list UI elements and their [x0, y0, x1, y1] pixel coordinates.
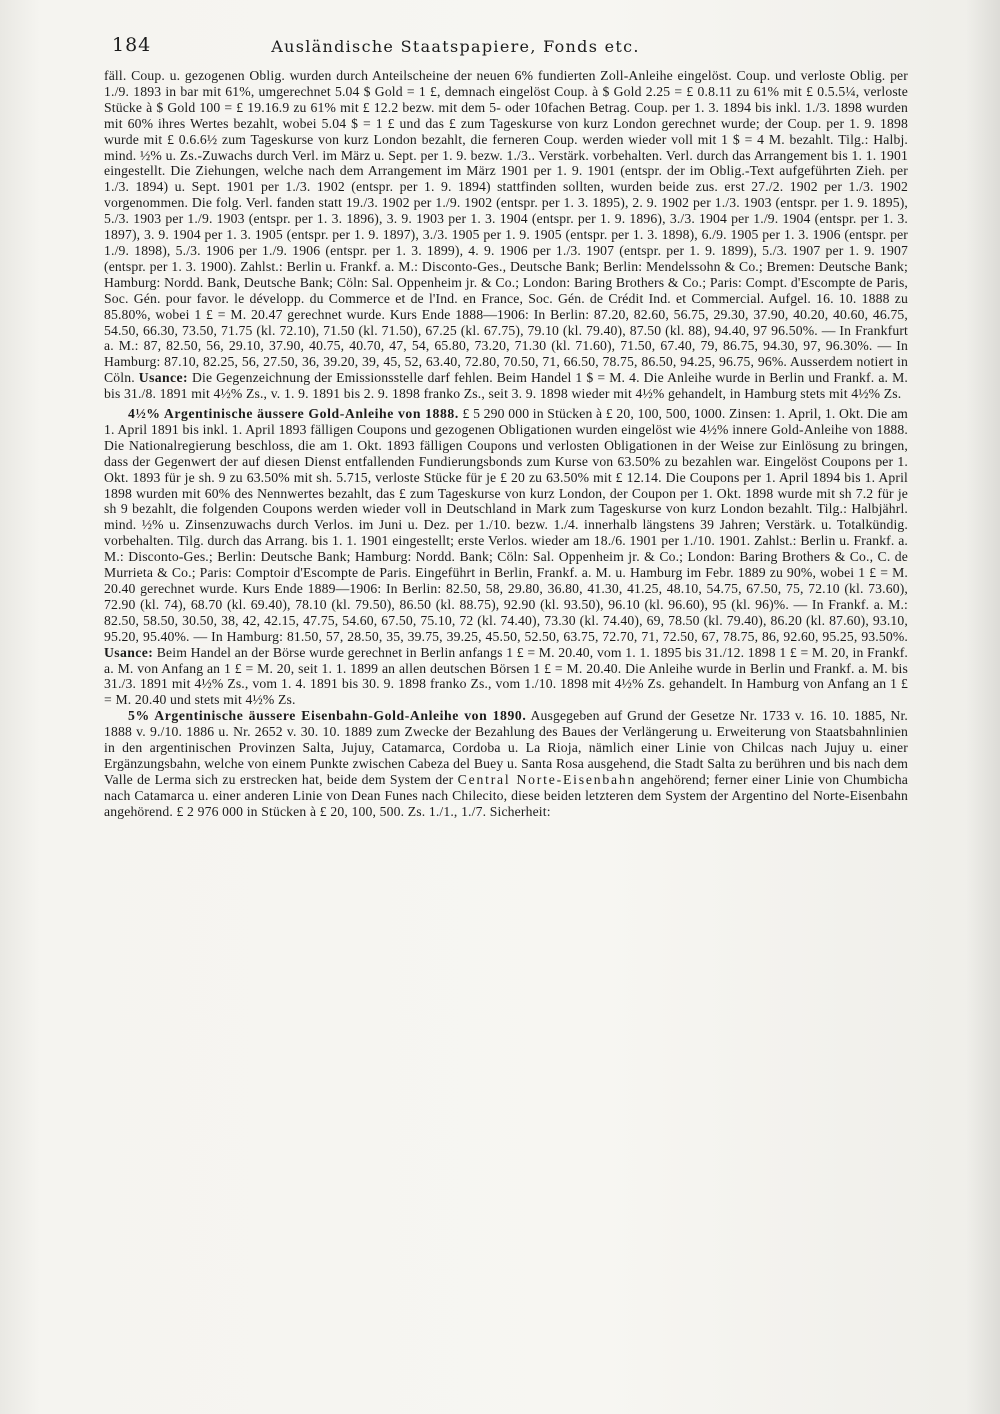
section-gold-loan-1888 — [104, 406, 908, 708]
spaced-railway-name: Central Norte-Eisenbahn — [457, 771, 637, 787]
paragraph-text: fäll. Coup. u. gezogenen Oblig. wurden durch Anteilscheine der neuen 6% fundierten Zoll-Anleihe eingelöst. Coup. und verloste Oblig. per 1./9. 1893 in bar mit 61%, umgerechnet 5.04 $ Gold = 1 £, demnach eingelöst Coup. à $ Gold 2.25 = £ 0.8.11 zu 61% mit £ 0.5.5¼, verloste Stücke à $ Gold 100 = £ 19.16.9 zu 61% mit £ 12.2 bezw. mit dem 5- oder 10fachen Betrag. Coup. per 1. 3. 1894 bis inkl. 1./3. 1898 wurden mit 60% ihres Wertes bezahlt, wobei 5.04 $ = 1 £ und das £ zum Tageskurse von kurz London gerechnet wurde; der Coup. per 1. 9. 1898 wurde mit £ 0.6.6½ zum Tageskurse von kurz London bezahlt, die ferneren Coup. werden wieder voll mit 1 $ = 4 M. bezahlt. Tilg.: Halbj. mind. ½% u. Zs.-Zuwachs durch Verl. im März u. Sept. per 1. 9. bezw. 1./3.. Verstärk. vorbehalten. Verl. durch das Arrangement bis 1. 1. 1901 eingestellt. Die Ziehungen, welche nach dem Arrangement im März 1901 per 1. 9. 1901 (entspr. der im Oblig.-Text aufgeführten Zieh. per 1./3. 1894) u. Sept. 1901 per 1./3. 1902 (entspr. per 1. 9. 1894) stattfinden sollten, wurden beide zus. erst 27./2. 1902 per 1./3. 1902 vorgenommen. Die folg. Verl. fanden statt 19./3. 1902 per 1./9. 1902 (entspr. per 1. 3. 1895), 2. 9. 1902 per 1./3. 1903 (entspr. per 1. 9. 1895), 5./3. 1903 per 1./9. 1903 (entspr. per 1. 3. 1896), 3. 9. 1903 per 1. 3. 1904 (entspr. per 1. 9. 1896), 3./3. 1904 per 1./9. 1904 (entspr. per 1. 3. 1897), 3. 9. 1904 per 1. 3. 1905 (entspr. per 1. 9. 1897), 3./3. 1905 per 1. 9. 1905 (entspr. per 1. 3. 1898), 6./9. 1905 per 1. 3. 1906 (entspr. per 1./9. 1898), 5./3. 1906 per 1./9. 1906 (entspr. per 1. 3. 1899), 4. 9. 1906 per 1./3. 1907 (entspr. per 1. 9. 1899), 5./3. 1907 per 1. 9. 1907 (entspr. per 1. 3. 1900). Zahlst.: Berlin u. Frankf. a. M.: Disconto-Ges., Deutsche Bank; Berlin: Mendelssohn & Co.; Bremen: Deutsche Bank; Hamburg: Nordd. Bank, Deutsche Bank; Cöln: Sal. Oppenheim jr. & Co.; London: Baring Brothers & Co.; Paris: Compt. d'Escompte de Paris, Soc. Gén. pour favor. le développ. du Commerce et de l'Ind. en France, Soc. Gén. de Crédit Ind. et Commercial. Aufgel. 16. 10. 1888 zu 85.80%, wobei 1 £ = M. 20.47 gerechnet wurde. Kurs Ende 1888—1906: In Berlin: 87.20, 82.60, 56.75, 29.30, 37.90, 40.20, 40.60, 46.75, 54.50, 66.30, 73.50, 71.75 (kl. 72.10), 71.50 (kl. 71.50), 67.25 (kl. 67.75), 79.10 (kl. 79.40), 87.50 (kl. 88), 94.40, 97 96.50%. — In Frankfurt a. M.: 87, 82.50, 56, 29.10, 37.90, 40.75, 40.70, 47, 54, 65.80, 73.20, 71.30 (kl. 71.60), 71.50, 67.40, 79, 86.75, 94.30, 97, 96.30%. — In Hamburg: 87.10, 82.25, 56, 27.50, 36, 39.20, 39, 45, 52, 63.40, 72.80, 70.50, 71, 66.50, 78.75, 86.50, 94.25, 96.75, 96%. Ausserdem notiert in Cöln. — [104, 68, 908, 386]
usance-text: Die Gegenzeichnung der Emissionsstelle darf fehlen. Beim Handel 1 $ = M. 4. Die Anleihe wurde in Berlin und Frankf. a. M. bis 31./8. 1891 mit 4½% Zs., v. 1. 9. 1891 bis 2. 9. 1898 franko Zs., seit 3. 9. 1898 wieder mit 4½% gehandelt, in Hamburg stets mit 4½% Zs. — [104, 370, 908, 402]
section-railway-gold-loan-1890 — [104, 708, 908, 819]
page-number: 184 — [112, 34, 152, 56]
section-heading: 4½% Argentinische äussere Gold-Anleihe von 1888. — [128, 406, 459, 422]
section-text-after: angehörend; ferner einer Linie von Chumbicha nach Catamarca u. einer anderen Linie von Dean Funes nach Chilecito, diese beiden letzteren dem System der Argentino del Norte-Eisenbahn angehörend. £ 2 976 000 in Stücken à £ 20, 100, 500. Zs. 1./1., 1./7. Sicherheit: — [104, 771, 909, 819]
paragraph-argentine-loan-continued — [104, 68, 908, 402]
page-edge-shadow — [966, 0, 1000, 1414]
usance-text: Beim Handel an der Börse wurde gerechnet in Berlin anfangs 1 £ = M. 20.40, vom 1. 1. 1895 bis 31./12. 1898 1 £ = M. 20, in Frankf. a. M. von Anfang an 1 £ = M. 20, seit 1. 1. 1899 an allen deutschen Börsen 1 £ = M. 20.40. Die Anleihe wurde in Berlin und Frankf. a. M. bis 31./3. 1891 mit 4½% Zs., vom 1. 4. 1891 bis 30. 9. 1898 franko Zs., vom 1./10. 1898 mit 4½% Zs. gehandelt. In Hamburg von Anfang an 1 £ = M. 20.40 und stets mit 4½% Zs. — [104, 644, 908, 708]
usance-label: Usance: — [104, 644, 154, 660]
section-heading: 5% Argentinische äussere Eisenbahn-Gold-Anleihe von 1890. — [128, 708, 527, 724]
running-head: Ausländische Staatspapiere, Fonds etc. — [271, 37, 640, 56]
page-header — [104, 22, 908, 56]
usance-label: Usance: — [138, 370, 188, 386]
section-text: £ 5 290 000 in Stücken à £ 20, 100, 500, 1000. Zinsen: 1. April, 1. Okt. Die am 1. April 1891 bis inkl. 1. April 1893 fälligen Coupons und gezogenen Obligationen wurden eingelöst wie 4½% innere Gold-Anleihe von 1888. Die Nationalregierung beschloss, die am 1. Okt. 1893 fälligen Coupons und verlosten Obligationen in der Weise zur Einlösung zu bringen, dass der Gegenwert der auf diesen Dienst entfallenden Fundierungsbonds zum Kurse von 63.50% zu bezahlen war. Eingelöst Coupons per 1. Okt. 1893 für je sh. 9 zu 63.50% mit sh. 5.715, verloste Stücke für je £ 20 zu 63.50% mit £ 12.14. Die Coupons per 1. April 1894 bis 1. April 1898 wurden mit 60% des Nennwertes bezahlt, das £ zum Tageskurse von kurz London, der Coupon per 1. Okt. 1898 wurde mit sh 7.2 für je sh 9 bezahlt, die folgenden Coupons werden wieder voll in Deutschland in Mark zum Tageskurse von kurz London bezahlt. Tilg.: Halbjährl. mind. ½% u. Zinsenzuwachs durch Verlos. im Juni u. Dez. per 1./10. bezw. 1./4. innerhalb längstens 39 Jahren; Verstärk. u. Totalkündig. vorbehalten. Tilg. durch das Arrang. bis 1. 1. 1901 eingestellt; erste Verlos. wieder am 18./6. 1901 per 1./10. 1901. Zahlst.: Berlin u. Frankf. a. M.: Disconto-Ges.; Berlin: Deutsche Bank; Hamburg: Nordd. Bank; Cöln: Sal. Oppenheim jr. & Co.; London: Baring Brothers & Co., C. de Murrieta & Co.; Paris: Comptoir d'Escompte de Paris. Eingeführt in Berlin, Frankf. a. M. u. Hamburg im Febr. 1889 zu 90%, wobei 1 £ = M. 20.40 gerechnet wurde. Kurs Ende 1889—1906: In Berlin: 82.50, 58, 29.80, 36.80, 41.30, 41.25, 48.10, 54.75, 67.50, 75, 72.10 (kl. 73.60), 72.90 (kl. 74), 68.70 (kl. 69.40), 78.10 (kl. 79.50), 86.50 (kl. 88.75), 92.90 (kl. 93.50), 96.10 (kl. 96.60), 95 (kl. 96)%. — In Frankf. a. M.: 82.50, 58.50, 30.50, 38, 42, 42.15, 47.75, 54.60, 67.50, 75.10, 72 (kl. 74.40), 73.30 (kl. 74.40), 69, 78.50 (kl. 79.40), 86.20 (kl. 87.60), 93.10, 95.20, 95.40%. — In Hamburg: 81.50, 57, 28.50, 35, 39.75, 39.25, 45.50, 52.50, 63.75, 72.70, 71, 72.50, 67, 78.75, 86, 92.60, 95.25, 93.50%. — [104, 406, 908, 644]
body-text — [104, 68, 908, 820]
section-text-before: Ausgegeben auf Grund der Gesetze Nr. 1733 v. 16. 10. 1885, Nr. 1888 v. 9./10. 1886 u. Nr. 2652 v. 30. 10. 1889 zum Zwecke der Bezahlung des Baues der Verlängerung u. Erweiterung von Staatsbahnlinien in den argentinischen Provinzen Salta, Jujuy, Catamarca, Cordoba u. La Rioja, nämlich einer Linie von Chilcas nach Jujuy u. einer Ergänzungsbahn, welche von einem Punkte zwischen Cabeza del Buey u. Santa Rosa ausgehend, die Stadt Salta zu berühren und bis nach dem Valle de Lerma sich zu erstrecken hat, beide dem System der — [104, 708, 908, 787]
